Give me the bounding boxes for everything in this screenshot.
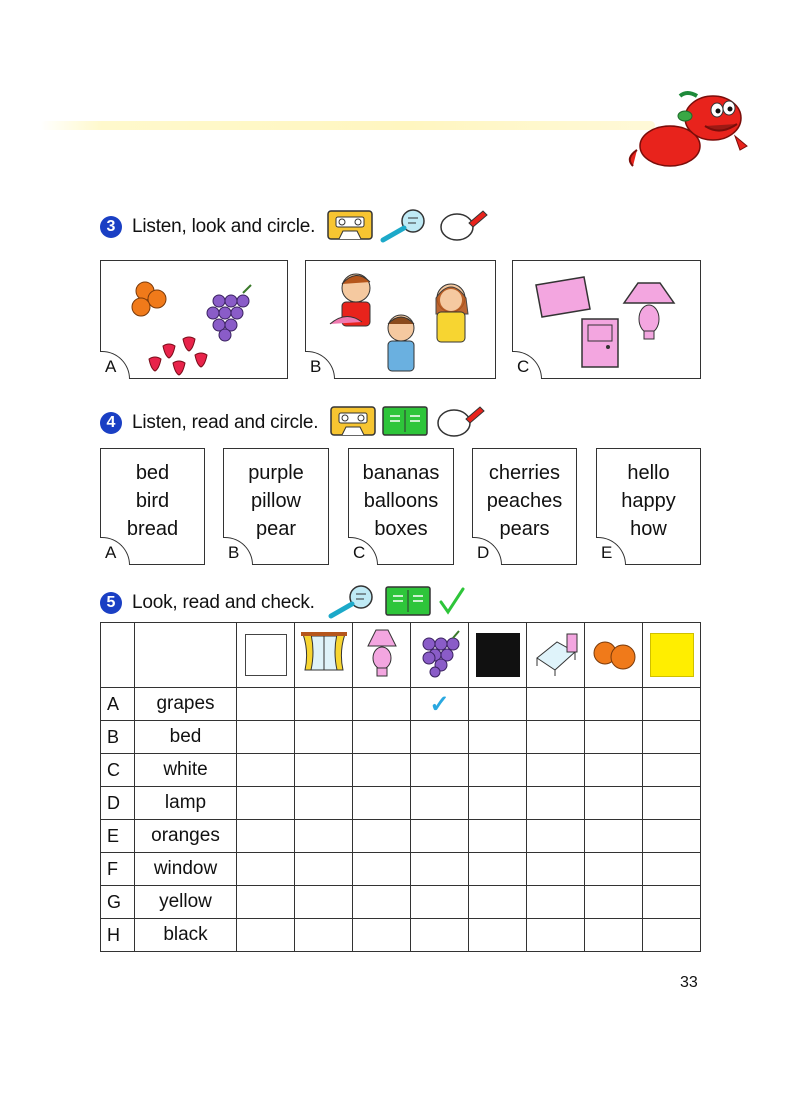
check-cell[interactable] bbox=[469, 688, 527, 721]
check-cell[interactable] bbox=[643, 754, 701, 787]
check-cell[interactable] bbox=[527, 886, 585, 919]
col-window bbox=[295, 623, 353, 688]
col-black-square bbox=[469, 623, 527, 688]
row-word: white bbox=[135, 754, 237, 787]
grapes-icon bbox=[417, 628, 463, 678]
check-cell[interactable] bbox=[643, 853, 701, 886]
word-box-e[interactable] bbox=[596, 448, 701, 565]
check-cell[interactable] bbox=[527, 919, 585, 952]
row-letter: D bbox=[101, 787, 135, 820]
word-option[interactable]: purple bbox=[248, 462, 304, 484]
check-cell[interactable] bbox=[643, 721, 701, 754]
row-letter: A bbox=[101, 688, 135, 721]
check-cell[interactable] bbox=[469, 754, 527, 787]
row-word: lamp bbox=[135, 787, 237, 820]
word-option[interactable]: pillow bbox=[250, 490, 302, 512]
check-cell[interactable] bbox=[353, 688, 411, 721]
col-lamp bbox=[353, 623, 411, 688]
white-square-icon bbox=[245, 634, 287, 676]
check-cell[interactable] bbox=[295, 787, 353, 820]
check-cell[interactable] bbox=[469, 820, 527, 853]
check-cell[interactable] bbox=[411, 754, 469, 787]
table-header-row bbox=[101, 623, 701, 688]
picture-box-c[interactable] bbox=[512, 260, 701, 379]
table-row bbox=[101, 787, 701, 820]
section-4-title bbox=[100, 408, 486, 438]
check-cell[interactable] bbox=[353, 787, 411, 820]
section-number-badge: 3 bbox=[100, 216, 122, 238]
header-empty-cell bbox=[101, 623, 135, 688]
check-cell[interactable] bbox=[527, 688, 585, 721]
check-cell[interactable] bbox=[237, 754, 295, 787]
picture-label-b: B bbox=[305, 351, 335, 379]
bedroom-items-picture bbox=[528, 273, 688, 373]
word-option[interactable]: cherries bbox=[488, 462, 561, 484]
check-cell[interactable] bbox=[411, 688, 469, 721]
word-option[interactable]: how bbox=[630, 518, 667, 540]
picture-box-a[interactable] bbox=[100, 260, 288, 379]
row-letter: F bbox=[101, 853, 135, 886]
yellow-square-icon bbox=[650, 633, 694, 677]
black-square-icon bbox=[476, 633, 520, 677]
check-cell[interactable] bbox=[411, 919, 469, 952]
instruction-text: Listen, look and circle. bbox=[132, 216, 316, 237]
word-option[interactable]: hello bbox=[627, 462, 670, 484]
children-picture bbox=[326, 266, 486, 376]
bed-icon bbox=[531, 628, 581, 678]
row-letter: E bbox=[101, 820, 135, 853]
section-3-title bbox=[100, 212, 489, 242]
row-word: window bbox=[135, 853, 237, 886]
dragon-mascot-icon bbox=[625, 88, 760, 178]
check-cell[interactable] bbox=[411, 721, 469, 754]
fruit-picture bbox=[119, 271, 269, 376]
word-option[interactable]: pears bbox=[499, 518, 550, 540]
table-row bbox=[101, 820, 701, 853]
check-cell[interactable] bbox=[585, 820, 643, 853]
check-cell[interactable] bbox=[469, 853, 527, 886]
table-row bbox=[101, 886, 701, 919]
word-option[interactable]: peaches bbox=[486, 490, 563, 512]
check-cell[interactable] bbox=[295, 820, 353, 853]
row-letter: B bbox=[101, 721, 135, 754]
check-cell[interactable] bbox=[411, 853, 469, 886]
check-cell[interactable] bbox=[643, 886, 701, 919]
picture-box-b[interactable] bbox=[305, 260, 496, 379]
table-row bbox=[101, 754, 701, 787]
check-cell[interactable] bbox=[411, 787, 469, 820]
section-5-title bbox=[100, 588, 467, 618]
check-cell[interactable] bbox=[527, 721, 585, 754]
row-letter: G bbox=[101, 886, 135, 919]
word-box-a[interactable] bbox=[100, 448, 205, 565]
word-option[interactable]: pear bbox=[255, 518, 297, 540]
row-word: bed bbox=[135, 721, 237, 754]
check-cell[interactable] bbox=[585, 754, 643, 787]
col-yellow-square bbox=[643, 623, 701, 688]
word-option[interactable]: bird bbox=[135, 490, 170, 512]
section-number-badge: 4 bbox=[100, 412, 122, 434]
check-cell[interactable] bbox=[469, 919, 527, 952]
check-cell[interactable] bbox=[295, 886, 353, 919]
word-box-b[interactable] bbox=[223, 448, 329, 565]
row-word: yellow bbox=[135, 886, 237, 919]
check-cell[interactable] bbox=[585, 787, 643, 820]
word-option[interactable]: balloons bbox=[363, 490, 439, 512]
check-cell[interactable] bbox=[585, 919, 643, 952]
magnifier-icon bbox=[327, 583, 379, 624]
check-cell[interactable] bbox=[237, 787, 295, 820]
instruction-text: Listen, read and circle. bbox=[132, 412, 319, 433]
table-row bbox=[101, 688, 701, 721]
check-cell[interactable] bbox=[295, 919, 353, 952]
cassette-icon bbox=[330, 406, 376, 441]
check-cell[interactable] bbox=[237, 721, 295, 754]
check-cell[interactable] bbox=[643, 820, 701, 853]
header-stripe bbox=[40, 121, 655, 130]
check-cell[interactable] bbox=[295, 853, 353, 886]
check-cell[interactable] bbox=[585, 886, 643, 919]
check-cell[interactable] bbox=[469, 886, 527, 919]
check-cell[interactable] bbox=[527, 754, 585, 787]
cassette-icon bbox=[327, 210, 373, 245]
check-cell[interactable] bbox=[585, 688, 643, 721]
check-cell[interactable] bbox=[237, 688, 295, 721]
picture-label-a: A bbox=[100, 351, 130, 379]
check-cell[interactable] bbox=[469, 721, 527, 754]
check-cell[interactable] bbox=[527, 787, 585, 820]
box-label-b: B bbox=[223, 537, 253, 565]
col-oranges bbox=[585, 623, 643, 688]
check-cell[interactable] bbox=[353, 754, 411, 787]
word-box-c[interactable] bbox=[348, 448, 454, 565]
oranges-icon bbox=[589, 631, 639, 675]
check-cell[interactable] bbox=[353, 919, 411, 952]
check-cell[interactable] bbox=[353, 853, 411, 886]
word-option[interactable]: bananas bbox=[362, 462, 440, 484]
book-icon bbox=[385, 586, 431, 621]
check-cell[interactable] bbox=[527, 820, 585, 853]
pencil-circle-icon bbox=[434, 403, 486, 444]
check-cell[interactable] bbox=[295, 688, 353, 721]
check-cell[interactable] bbox=[353, 721, 411, 754]
book-icon bbox=[382, 406, 428, 441]
col-white-square bbox=[237, 623, 295, 688]
box-label-c: C bbox=[348, 537, 378, 565]
col-bed bbox=[527, 623, 585, 688]
word-option[interactable]: bread bbox=[126, 518, 179, 540]
check-table bbox=[100, 622, 701, 952]
check-cell[interactable] bbox=[353, 886, 411, 919]
col-grapes bbox=[411, 623, 469, 688]
word-option[interactable]: boxes bbox=[374, 518, 428, 540]
table-row bbox=[101, 853, 701, 886]
table-row bbox=[101, 919, 701, 952]
word-option[interactable]: bed bbox=[135, 462, 170, 484]
checkmark-icon bbox=[437, 586, 467, 621]
box-label-a: A bbox=[100, 537, 130, 565]
check-cell[interactable] bbox=[411, 820, 469, 853]
check-cell[interactable] bbox=[527, 853, 585, 886]
check-cell[interactable] bbox=[295, 721, 353, 754]
box-label-d: D bbox=[472, 537, 502, 565]
check-cell[interactable] bbox=[295, 754, 353, 787]
lamp-icon bbox=[362, 626, 402, 680]
check-cell[interactable] bbox=[237, 820, 295, 853]
check-cell[interactable] bbox=[643, 688, 701, 721]
check-cell[interactable] bbox=[469, 787, 527, 820]
page-number: 33 bbox=[680, 974, 698, 991]
row-word: black bbox=[135, 919, 237, 952]
instruction-text: Look, read and check. bbox=[132, 592, 315, 613]
section-number-badge: 5 bbox=[100, 592, 122, 614]
box-label-e: E bbox=[596, 537, 626, 565]
window-icon bbox=[299, 630, 349, 676]
word-box-d[interactable] bbox=[472, 448, 577, 565]
row-letter: C bbox=[101, 754, 135, 787]
header-empty-cell bbox=[135, 623, 237, 688]
pencil-circle-icon bbox=[437, 207, 489, 248]
check-cell[interactable] bbox=[353, 820, 411, 853]
row-letter: H bbox=[101, 919, 135, 952]
check-cell[interactable] bbox=[643, 919, 701, 952]
magnifier-icon bbox=[379, 207, 431, 248]
check-cell[interactable] bbox=[411, 886, 469, 919]
check-cell[interactable] bbox=[643, 787, 701, 820]
word-option[interactable]: happy bbox=[621, 490, 676, 512]
check-cell[interactable] bbox=[237, 853, 295, 886]
check-cell[interactable] bbox=[237, 919, 295, 952]
row-word: grapes bbox=[135, 688, 237, 721]
check-cell[interactable] bbox=[585, 853, 643, 886]
picture-label-c: C bbox=[512, 351, 542, 379]
table-row bbox=[101, 721, 701, 754]
check-mark: ✓ bbox=[429, 690, 450, 718]
check-cell[interactable] bbox=[585, 721, 643, 754]
check-cell[interactable] bbox=[237, 886, 295, 919]
row-word: oranges bbox=[135, 820, 237, 853]
